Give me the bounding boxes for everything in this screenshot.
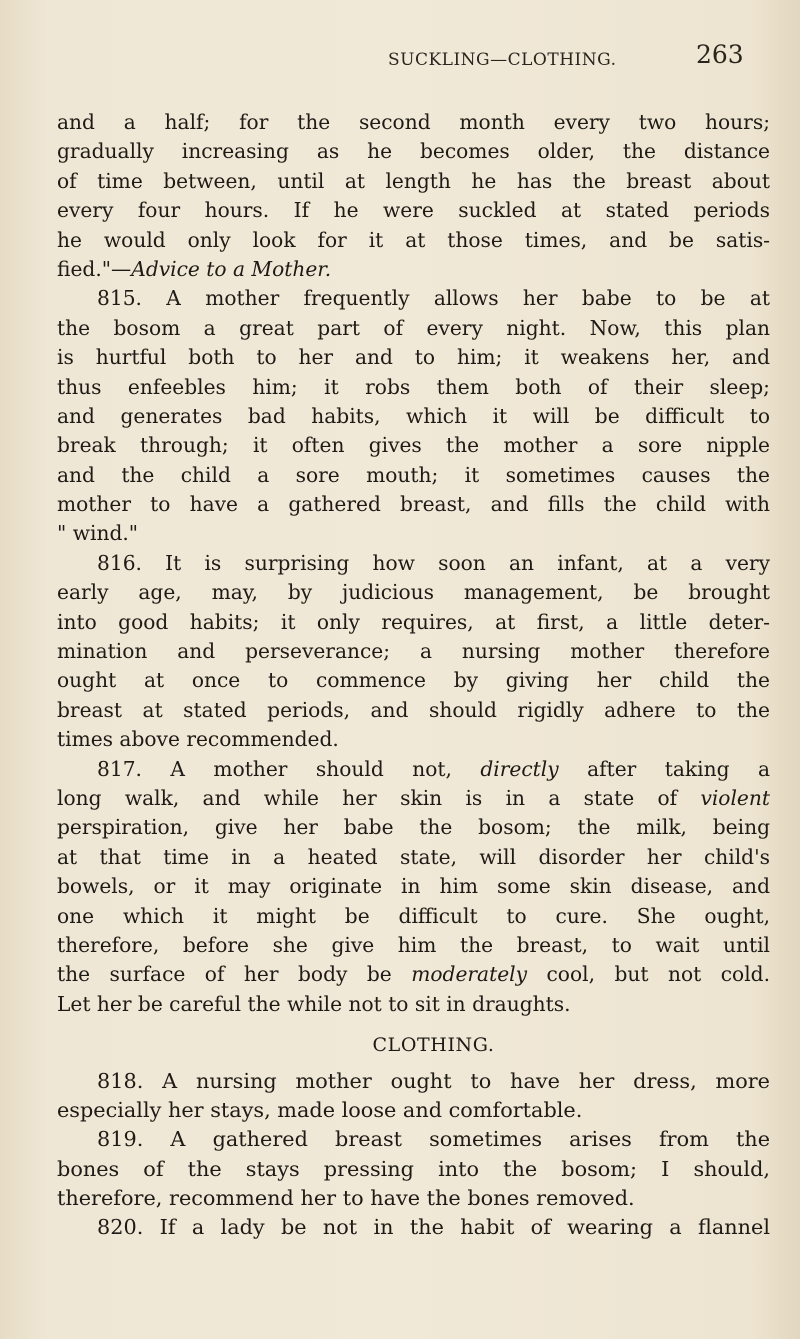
text-line: thus enfeebles him; it robs them both of their sleep;: [57, 374, 770, 399]
line-head: the surface of her body be: [57, 962, 412, 987]
line-tail: cool, but not cold.: [527, 962, 770, 987]
citation: Advice to a Mother.: [131, 256, 332, 281]
text-line: [57, 960, 770, 989]
line-head: 817. A mother should not,: [97, 756, 481, 781]
text-line: and generates bad habits, which it will be difficult to: [57, 403, 770, 428]
line-head: long walk, and while her skin is in a state of: [57, 785, 701, 810]
text-line: every four hours. If he were suckled at stated periods: [57, 198, 770, 223]
paragraph-817-start: [57, 755, 770, 784]
line-tail: after taking a: [558, 756, 771, 781]
emphasis: directly: [480, 756, 559, 781]
running-head: SUCKLING—CLOTHING.: [388, 50, 617, 70]
section-heading: CLOTHING.: [372, 1034, 495, 1057]
text-line: therefore, recommend her to have the bones removed.: [57, 1186, 635, 1211]
text-line: breast at stated periods, and should rigidly adhere to the: [57, 697, 770, 722]
text-line: especially her stays, made loose and comfortable.: [57, 1097, 583, 1122]
text-line: break through; it often gives the mother a sore nipple: [57, 433, 770, 458]
text-line: early age, may, by judicious management, be brought: [57, 580, 770, 605]
text-line: of time between, until at length he has the breast about: [57, 168, 770, 193]
text-line: times above recommended.: [57, 727, 339, 752]
text-line: and the child a sore mouth; it sometimes causes the: [57, 462, 770, 487]
page-number: 263: [696, 40, 744, 69]
text-line: ought at once to commence by giving her child the: [57, 668, 770, 693]
text-line: mother to have a gathered breast, and fills the child with: [57, 492, 770, 517]
paragraph-820-start: 820. If a lady be not in the habit of wearing a flannel: [97, 1215, 770, 1240]
paragraph-819-start: 819. A gathered breast sometimes arises from the: [97, 1127, 770, 1152]
text-line: Let her be careful the while not to sit in draughts.: [57, 991, 571, 1016]
page-header: [0, 38, 800, 78]
text-line: perspiration, give her babe the bosom; the milk, being: [57, 815, 770, 840]
text-line: [57, 255, 770, 284]
paragraph-816-start: 816. It is surprising how soon an infant, at a very: [97, 550, 770, 575]
text-line: is hurtful both to her and to him; it weakens her, and: [57, 345, 770, 370]
text-line: and a half; for the second month every two hours;: [57, 110, 770, 134]
paragraph-818-start: 818. A nursing mother ought to have her dress, more: [97, 1068, 770, 1093]
emphasis: violent: [700, 785, 770, 810]
paragraph-815-start: 815. A mother frequently allows her babe to be at: [97, 286, 770, 311]
clothing-section: [57, 1067, 770, 1243]
text-line: the bosom a great part of every night. Now, this plan: [57, 315, 770, 340]
text-line: mination and perseverance; a nursing mother therefore: [57, 639, 770, 664]
text-line: at that time in a heated state, will disorder her child's: [57, 844, 770, 869]
text-line: bowels, or it may originate in him some skin disease, and: [57, 874, 770, 899]
text-line: into good habits; it only requires, at first, a little deter-: [57, 609, 770, 634]
text-line: bones of the stays pressing into the bosom; I should,: [57, 1156, 770, 1181]
text-line: one which it might be difficult to cure. She ought,: [57, 903, 770, 928]
text-line: [57, 784, 770, 813]
quote-end: fied."—: [57, 256, 132, 281]
body-text: [57, 108, 770, 1243]
text-line: he would only look for it at those times, and be satis-: [57, 227, 770, 252]
text-line: " wind.": [57, 521, 139, 546]
text-line: therefore, before she give him the breast, to wait until: [57, 932, 770, 957]
emphasis: moderately: [411, 962, 528, 987]
text-line: gradually increasing as he becomes older, the distance: [57, 139, 770, 164]
